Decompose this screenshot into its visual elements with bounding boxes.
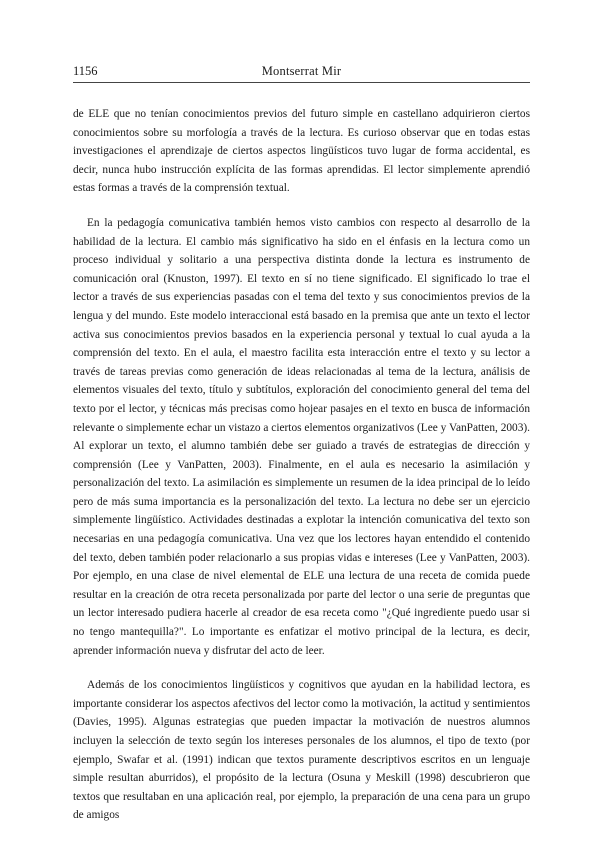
running-title: Montserrat Mir bbox=[261, 64, 342, 78]
running-head bbox=[73, 62, 530, 83]
paragraph-2: En la pedagogía comunicativa también hemos visto cambios con respecto al desarrollo de la habilidad de la lectura. El cambio más significativo ha sido en el énfasis en la lectura como un proceso individual y solitario a una perspectiva distinta donde la lectura es instrumento de comunicación oral (Knuston, 1997). El texto en sí no tiene significado. El significado lo trae el lector a través de sus experiencias pasadas con el tema del texto y sus conocimientos previos de la lengua y del mundo. Este modelo interaccional está basado en la premisa que ante un texto el lector activa sus conocimientos previos basados en la experiencia personal y textual lo cual ayuda a la comprensión del texto. En el aula, el maestro facilita esta interacción entre el texto y su lector a través de tareas previas como generación de ideas relacionadas al tema de la lectura, análisis de elementos visuales del texto, título y subtítulos, exploración del conocimiento general del tema del texto por el lector, y técnicas más precisas como hojear pasajes en el texto en busca de información relevante o simplemente echar un vistazo a ciertos elementos organizativos (Lee y VanPatten, 2003). Al explorar un texto, el alumno también debe ser guiado a través de estrategias de dirección y comprensión (Lee y VanPatten, 2003). Finalmente, en el aula es necesario la asimilación y personalización del texto. La asimilación es simplemente un resumen de la idea principal de lo leído pero de más suma importancia es la personalización del texto. La lectura no debe ser un ejercicio simplemente lingüístico. Actividades destinadas a explotar la intención comunicativa del texto son necesarias en una pedagogía comunicativa. Una vez que los lectores hayan entendido el contenido del texto, deben también poder relacionarlo a sus propias vidas e intereses (Lee y VanPatten, 2003). Por ejemplo, en una clase de nivel elemental de ELE una lectura de una receta de comida puede resultar en la creación de otra receta personalizada por parte del lector o una serie de preguntas que un lector interesado pudiera hacerle al creador de esa receta como "¿Qué ingrediente puedo usar si no tengo mantequilla?". Lo importante es enfatizar el motivo principal de la lectura, es decir, aprender información nueva y disfrutar del acto de leer. bbox=[73, 216, 530, 657]
body-text bbox=[73, 105, 530, 825]
paragraph-1: de ELE que no tenían conocimientos previos del futuro simple en castellano adquirieron ciertos conocimientos sobre su morfología a través de la lectura. Es curioso observar que en todas estas investigaciones el aprendizaje de ciertos aspectos lingüísticos tuvo lugar de forma accidental, es decir, nunca hubo instrucción explícita de las formas aprendidas. El lector simplemente aprendió estas formas a través de la comprensión textual. bbox=[73, 108, 530, 195]
paragraph-3: Además de los conocimientos lingüísticos y cognitivos que ayudan en la habilidad lectora, es importante considerar los aspectos afectivos del lector como la motivación, la actitud y sentimientos (Davies, 1995). Algunas estrategias que pueden impactar la motivación de nuestros alumnos incluyen la selección de texto según los intereses personales de los alumnos, el tipo de texto (por ejemplo, Swafar et al. (1991) indican que textos puramente descriptivos escritos en un lenguaje simple resultan aburridos), el propósito de la lectura (Osuna y Meskill (1998) descubrieron que textos que resultaban en una aplicación real, por ejemplo, la preparación de una cena para un grupo de amigos bbox=[73, 679, 530, 822]
page-number: 1156 bbox=[73, 64, 98, 78]
page bbox=[73, 62, 530, 825]
